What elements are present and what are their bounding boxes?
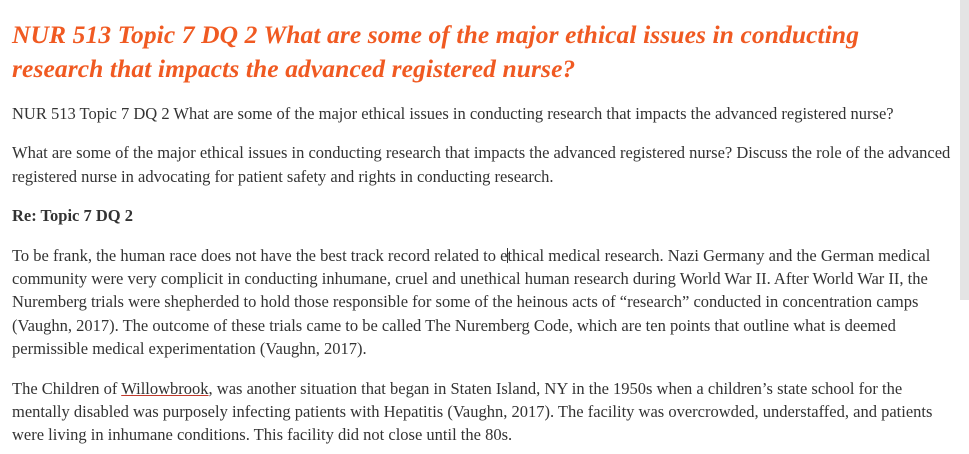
page-title: NUR 513 Topic 7 DQ 2 What are some of the major ethical issues in conducting research that impacts the advanced registered nurse?	[12, 20, 860, 83]
intro-line: NUR 513 Topic 7 DQ 2 What are some of the major ethical issues in conducting research that impacts the advanced registered nurse?	[12, 103, 894, 123]
paragraph-willowbrook-lead: The Children of	[12, 378, 122, 398]
reply-heading: Re: Topic 7 DQ 2	[12, 206, 134, 226]
scrollbar-track[interactable]	[960, 0, 969, 454]
paragraph-willowbrook-rest: , was another situation that began in Staten Island, NY in the 1950s when a children’s state school for the mentally disabled was purposely infecting patients with Hepatitis (Vaughn, 2017). The facility was overcrowded, understaffed, and patients were living in inhumane conditions. This facility did not close until the 80s.	[12, 378, 933, 445]
paragraph-nuremberg	[12, 244, 953, 361]
misspelled-word-willowbrook[interactable]: Willowbrook	[121, 378, 209, 398]
paragraph-willowbrook	[12, 377, 953, 447]
paragraph-nuremberg-part-a: To be frank, the human race does not have the best track record related to e	[12, 245, 508, 265]
scrollbar-thumb[interactable]	[960, 0, 969, 300]
paragraph-nuremberg-part-b: thical medical research. Nazi Germany and the German medical community were very complicit in conducting inhumane, cruel and unethical human research during World War II. After World War II, the Nuremberg trials were shepherded to hold those responsible for some of the heinous acts of “research” conducted in concentration camps (Vaughn, 2017). The outcome of these trials came to be called The Nuremberg Code, which are ten points that outline what is deemed permissible medical experimentation (Vaughn, 2017).	[12, 245, 931, 359]
prompt-paragraph: What are some of the major ethical issues in conducting research that impacts the advanced registered nurse? Discuss the role of the advanced registered nurse in advocating for patient safety and rights in conducting research.	[12, 143, 951, 186]
